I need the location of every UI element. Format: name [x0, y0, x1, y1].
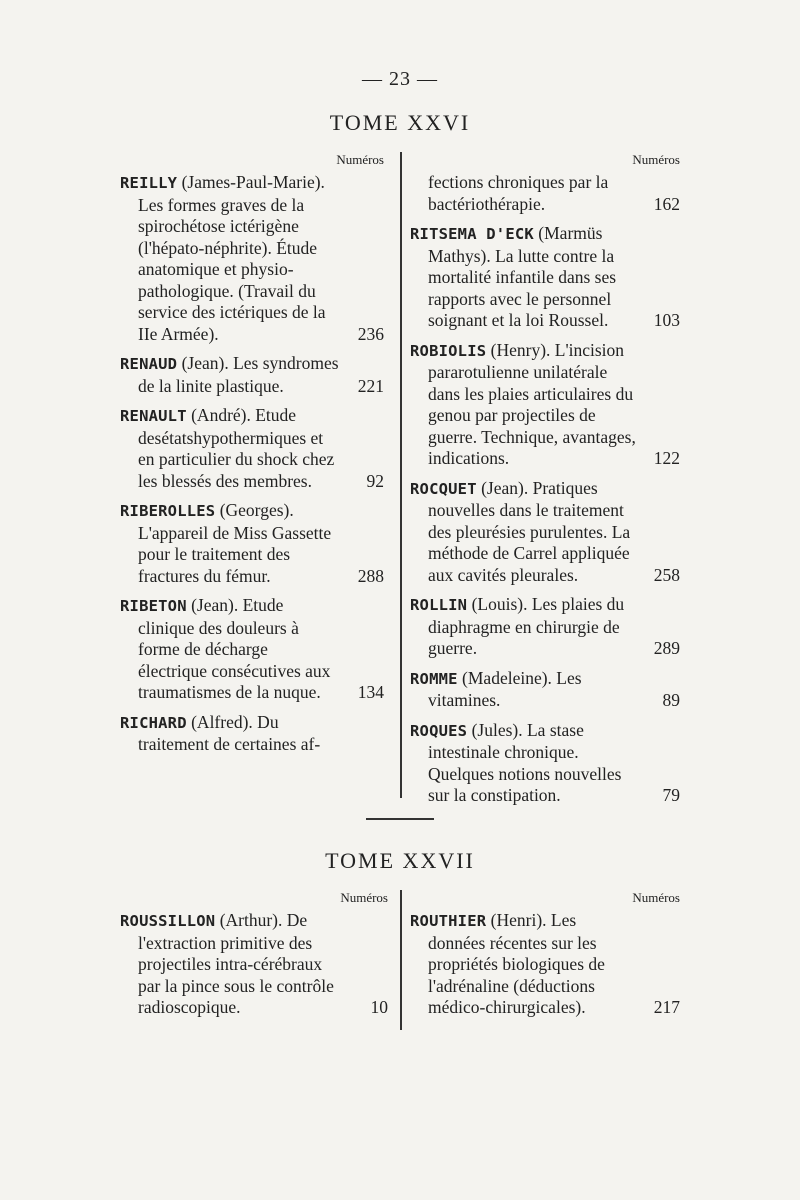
entry-number: 162: [653, 193, 680, 214]
tome-xxvii-right-column: [410, 890, 680, 1027]
author-name: ROMME: [410, 669, 458, 688]
entry-number: 10: [370, 997, 388, 1017]
numeros-header: Numéros: [340, 890, 388, 905]
entry-title: (James-Paul-Marie). Les formes graves de la spirochétose ictérigène (l'hépato-néphrite). Étude anatomique et physio-pathologique. (Travail du service des ictériques de la IIe Armée).: [138, 172, 326, 344]
entry-number: 92: [366, 470, 384, 491]
entry-list: [120, 172, 384, 756]
entry-text: [410, 910, 680, 1019]
entry-number: 217: [653, 997, 680, 1017]
page-number: — 23 —: [362, 68, 438, 90]
author-name: RENAUD: [120, 355, 178, 373]
entry-number: 89: [662, 690, 680, 710]
entry-title: (Arthur). De l'extraction primitive des projectiles intra-cérébraux par la pince sous le contrôle radioscopique.: [138, 910, 334, 1017]
index-entry: [120, 910, 388, 1019]
tome-xxvi-right-column: [410, 152, 680, 815]
entry-list: [410, 910, 680, 1019]
tome-xxvi-left-column: [120, 152, 384, 764]
continued-entry: [410, 172, 680, 215]
entry-text: [120, 910, 388, 1019]
index-entry: [410, 720, 680, 807]
entry-number: 134: [357, 682, 384, 702]
tome-xxvi-title: TOME XXVI: [329, 110, 471, 135]
numeros-header: Numéros: [632, 152, 680, 167]
entry-text: [120, 172, 384, 345]
entry-number: 221: [357, 375, 384, 396]
entry-text: [120, 595, 384, 704]
numeros-header: Numéros: [336, 152, 384, 167]
author-name: RICHARD: [120, 713, 187, 732]
index-entry: [120, 500, 384, 587]
entry-text: [410, 340, 680, 470]
column-divider: [400, 152, 402, 798]
entry-text: fections chroniques par la bactériothérapie.: [428, 172, 609, 214]
tome-xxvii-title: TOME XXVII: [325, 848, 475, 873]
index-entry: [410, 223, 680, 332]
entry-title: (André). Etude desétatshypothermiques et en particulier du shock chez les blessés des membres.: [138, 405, 335, 491]
index-entry: [120, 405, 384, 492]
entry-list: [410, 223, 680, 807]
entry-title: (Jean). Etude clinique des douleurs à forme de décharge électrique consécutives aux traumatismes de la nuque.: [138, 595, 331, 702]
author-name: ROCQUET: [410, 479, 477, 498]
author-name: RITSEMA D'ECK: [410, 225, 534, 243]
entry-number: 258: [653, 564, 680, 585]
author-name: REILLY: [120, 174, 178, 192]
entry-title: (Jean). Les syndromes de la linite plastique.: [138, 353, 339, 396]
entry-text: [410, 594, 680, 660]
author-name: RENAULT: [120, 407, 187, 425]
entry-title: (Alfred). Du traitement de certaines af-: [138, 711, 321, 754]
author-name: ROBIOLIS: [410, 341, 487, 360]
index-entry: [410, 340, 680, 470]
entry-text: [120, 500, 384, 587]
index-entry: [120, 172, 384, 345]
entry-text: [410, 223, 680, 332]
entry-number: 122: [653, 448, 680, 468]
author-name: ROUTHIER: [410, 912, 487, 930]
entry-title: (Henri). Les données récentes sur les propriétés biologiques de l'adrénaline (déductions médico-chirurgicales).: [428, 910, 605, 1017]
entry-list: [120, 910, 388, 1019]
author-name: RIBEROLLES: [120, 502, 216, 520]
entry-text: [120, 353, 384, 397]
index-entry: [120, 595, 384, 704]
entry-title: (Marmüs Mathys). La lutte contre la mortalité infantile dans ses rapports avec le personnel soignant et la loi Roussel.: [428, 223, 617, 330]
entry-title: (Jules). La stase intestinale chronique. Quelques notions nouvelles sur la constipation.: [428, 719, 622, 805]
index-entry: [410, 668, 680, 712]
index-entry: [120, 712, 384, 756]
author-name: ROUSSILLON: [120, 912, 216, 930]
entry-title: (Louis). Les plaies du diaphragme en chirurgie de guerre.: [428, 594, 625, 658]
entry-number: 79: [662, 785, 680, 805]
entry-title: (Henry). L'incision pararotulienne unilatérale dans les plaies articulaires du genou par projectiles de guerre. Technique, avantages, indications.: [428, 339, 636, 468]
index-entry: [410, 910, 680, 1019]
tome-xxvii-left-column: [120, 890, 388, 1027]
entry-text: [410, 668, 680, 712]
entry-title: (Jean). Pratiques nouvelles dans le traitement des pleurésies purulentes. La méthode de Carrel appliquée aux cavités pleurales.: [428, 477, 631, 585]
entry-text: [120, 712, 384, 756]
index-entry: [410, 594, 680, 660]
entry-number: 103: [653, 310, 680, 330]
entry-title: (Georges). L'appareil de Miss Gassette pour le traitement des fractures du fémur.: [138, 500, 332, 586]
index-entry: [120, 353, 384, 397]
entry-number: 289: [653, 638, 680, 658]
numeros-header: Numéros: [632, 890, 680, 905]
column-divider: [400, 890, 402, 1030]
author-name: ROLLIN: [410, 596, 468, 614]
section-rule: [366, 818, 434, 820]
entry-number: 236: [357, 323, 384, 344]
entry-title: (Madeleine). Les vitamines.: [428, 667, 582, 710]
author-name: RIBETON: [120, 597, 187, 615]
entry-text: [410, 720, 680, 807]
entry-text: [410, 478, 680, 587]
entry-text: [120, 405, 384, 492]
entry-number: 288: [357, 565, 384, 586]
index-entry: [410, 478, 680, 587]
author-name: ROQUES: [410, 721, 468, 740]
